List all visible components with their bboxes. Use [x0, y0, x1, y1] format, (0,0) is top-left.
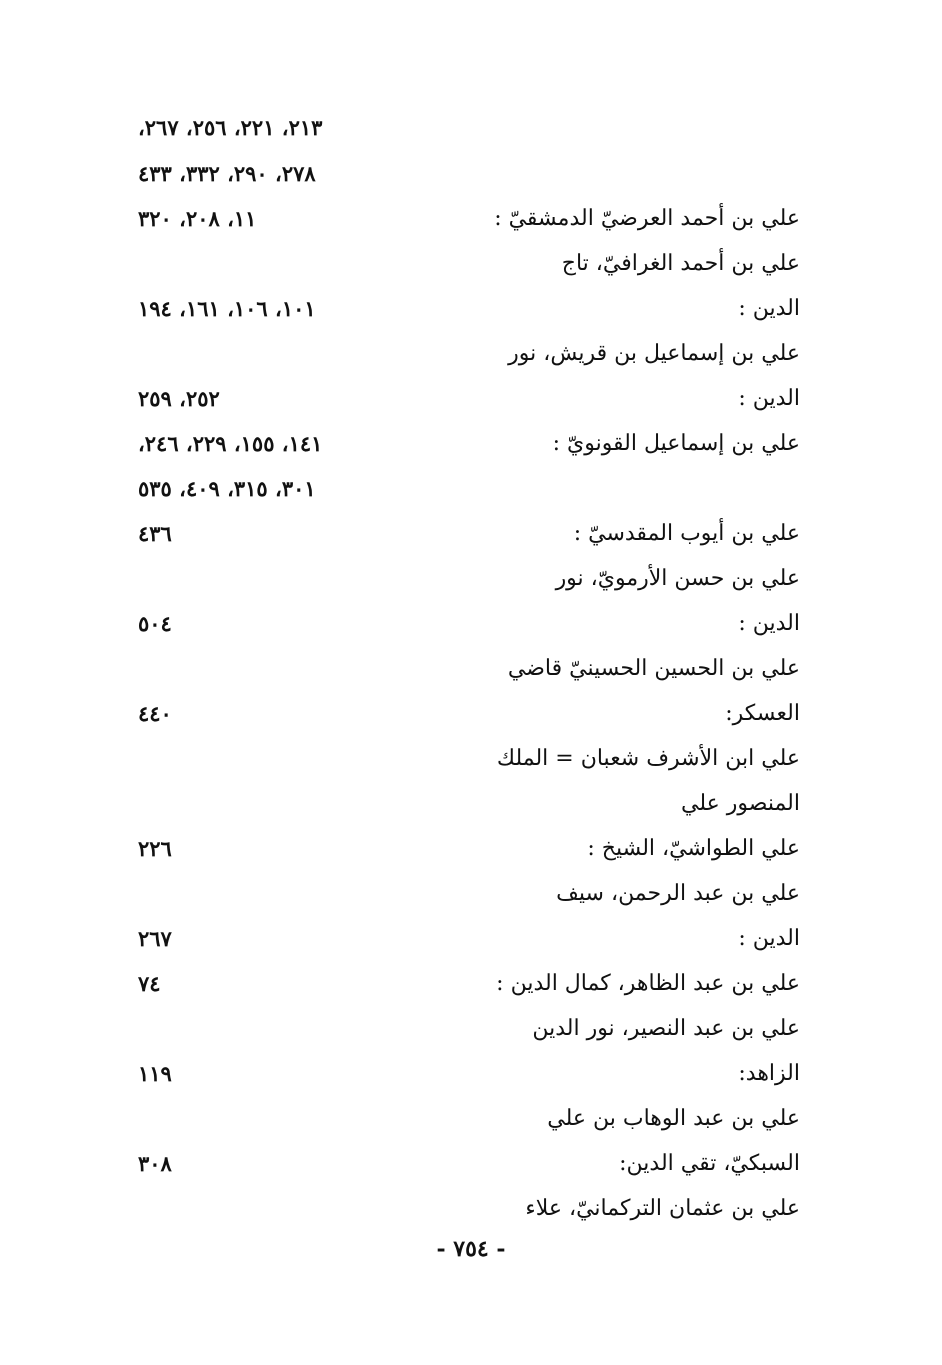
entry-name: علي بن عبد الرحمن، سيف — [556, 881, 800, 906]
entry-name: الدين : — [738, 926, 800, 951]
entry-pages: ٢٢٦ — [138, 836, 172, 861]
entry-pages: ١١٩ — [138, 1061, 172, 1086]
entry-pages — [138, 784, 468, 824]
entry-name: علي بن الحسين الحسينيّ قاضي — [507, 656, 800, 681]
entry-name: علي بن إسماعيل القونويّ : — [552, 431, 800, 456]
entry-pages: ٢٦٧ — [138, 926, 172, 951]
entry-pages: ٢٧٨، ٢٩٠، ٣٣٢، ٤٣٣ — [138, 161, 316, 186]
entry-name: الدين : — [738, 296, 800, 321]
entry-name: علي بن أحمد الغرافيّ، تاج — [561, 251, 800, 276]
entry-name: السبكيّ، تقي الدين: — [619, 1151, 800, 1176]
entry-pages: ١٤١، ١٥٥، ٢٢٩، ٢٤٦، — [138, 431, 323, 456]
entry-name — [470, 469, 800, 509]
entry-name: علي الطواشيّ، الشيخ : — [587, 836, 800, 861]
entry-pages — [138, 334, 468, 374]
entry-name: علي بن عبد النصير، نور الدين — [532, 1016, 800, 1041]
entry-pages — [138, 1189, 468, 1229]
entry-pages: ١٠١، ١٠٦، ١٦١، ١٩٤ — [138, 296, 316, 321]
entry-name: المنصور علي — [681, 791, 800, 816]
entry-name: الزاهد: — [738, 1061, 800, 1086]
entry-name: علي بن أحمد العرضيّ الدمشقيّ : — [494, 206, 800, 231]
entry-pages — [138, 559, 468, 599]
entry-pages: ٧٤ — [138, 971, 161, 996]
entry-pages: ٣٠٨ — [138, 1151, 172, 1176]
entry-name — [470, 154, 800, 194]
entry-name: علي بن عبد الظاهر، كمال الدين : — [496, 971, 800, 996]
entry-name: علي بن إسماعيل بن قريش، نور — [508, 341, 800, 366]
entry-name: علي ابن الأشرف شعبان = الملك — [496, 746, 800, 771]
entry-name: العسكر: — [725, 701, 800, 726]
entry-pages: ٥٠٤ — [138, 611, 172, 636]
entry-pages: ٢٥٢، ٢٥٩ — [138, 386, 220, 411]
entry-name: علي بن أيوب المقدسيّ : — [573, 521, 800, 546]
entry-name — [470, 108, 800, 148]
entry-pages: ٣٠١، ٣١٥، ٤٠٩، ٥٣٥ — [138, 476, 316, 501]
entry-name: الدين : — [738, 386, 800, 411]
entry-pages — [138, 874, 468, 914]
entry-pages — [138, 244, 468, 284]
entry-pages — [138, 649, 468, 689]
entry-name: الدين : — [738, 611, 800, 636]
entry-name: علي بن حسن الأرمويّ، نور — [555, 566, 800, 591]
entry-pages — [138, 1099, 468, 1139]
entry-name: علي بن عثمان التركمانيّ، علاء — [525, 1196, 800, 1221]
entry-name: علي بن عبد الوهاب بن علي — [547, 1106, 800, 1131]
page-number: - ٧٥٤ - — [436, 1236, 506, 1262]
entry-pages: ١١، ٢٠٨، ٣٢٠ — [138, 206, 257, 231]
entry-pages — [138, 1009, 468, 1049]
entry-pages: ٤٣٦ — [138, 521, 172, 546]
entry-pages — [138, 739, 468, 779]
entry-pages: ٤٤٠ — [138, 701, 172, 726]
entry-pages: ٢١٣، ٢٢١، ٢٥٦، ٢٦٧، — [138, 115, 323, 140]
